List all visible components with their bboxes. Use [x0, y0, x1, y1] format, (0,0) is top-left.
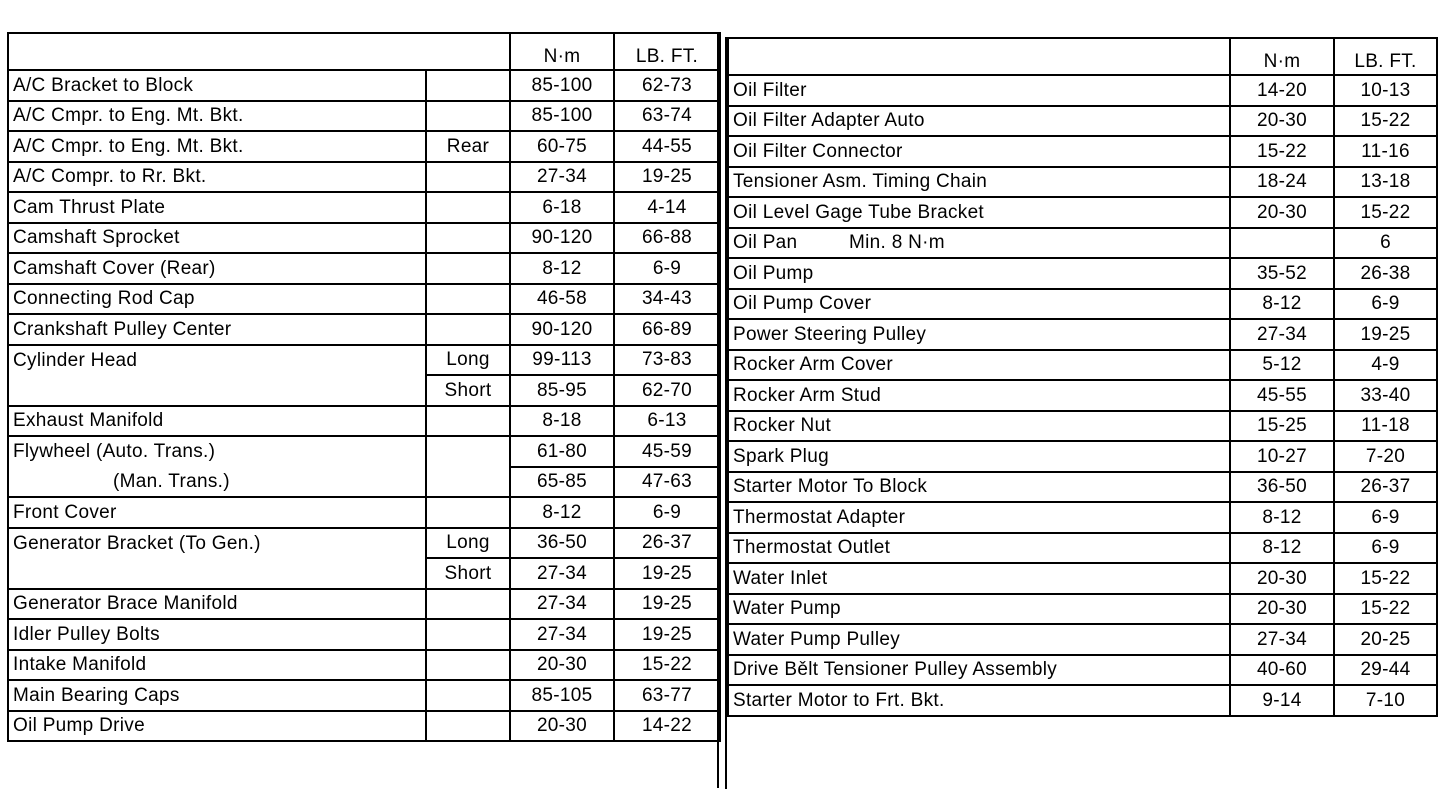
right-torque-table	[727, 37, 1438, 717]
right-table-edge-rule	[725, 37, 727, 789]
left-table-edge-rule	[717, 32, 719, 788]
fastener-label: Power Steering Pulley	[728, 319, 1230, 350]
fastener-label: Oil Level Gage Tube Bracket	[728, 197, 1230, 228]
torque-nm: 20-30	[1230, 106, 1334, 137]
torque-lbft: 73-83	[614, 345, 720, 376]
fastener-note: Min. 8 N·m	[849, 232, 945, 254]
fastener-label: Rocker Nut	[728, 411, 1230, 442]
table-row	[8, 101, 720, 132]
torque-nm: 27-34	[1230, 319, 1334, 350]
torque-nm: 8-18	[510, 406, 614, 437]
fastener-qualifier	[426, 436, 510, 467]
torque-nm: 27-34	[1230, 624, 1334, 655]
torque-lbft: 63-77	[614, 680, 720, 711]
torque-nm: 8-12	[1230, 289, 1334, 320]
torque-nm: 10-27	[1230, 441, 1334, 472]
table-row	[728, 197, 1437, 228]
table-row	[8, 680, 720, 711]
fastener-label: Front Cover	[8, 497, 426, 528]
table-row	[728, 289, 1437, 320]
torque-nm: 18-24	[1230, 167, 1334, 198]
torque-nm: 99-113	[510, 345, 614, 376]
left-header-row	[8, 33, 720, 70]
fastener-label: Drive Bělt Tensioner Pulley Assembly	[728, 655, 1230, 686]
torque-nm: 15-25	[1230, 411, 1334, 442]
fastener-label: Oil Filter Adapter Auto	[728, 106, 1230, 137]
torque-nm: 35-52	[1230, 258, 1334, 289]
fastener-label: Water Pump	[728, 594, 1230, 625]
torque-nm: 85-100	[510, 101, 614, 132]
fastener-label: Rocker Arm Cover	[728, 350, 1230, 381]
table-row	[8, 619, 720, 650]
fastener-qualifier	[426, 253, 510, 284]
torque-lbft: 34-43	[614, 284, 720, 315]
fastener-label: Exhaust Manifold	[8, 406, 426, 437]
fastener-qualifier	[426, 162, 510, 193]
table-row	[8, 406, 720, 437]
fastener-label: Idler Pulley Bolts	[8, 619, 426, 650]
torque-nm: 9-14	[1230, 685, 1334, 716]
torque-lbft: 4-14	[614, 192, 720, 223]
fastener-qualifier	[426, 589, 510, 620]
table-row	[728, 624, 1437, 655]
torque-lbft: 66-89	[614, 314, 720, 345]
torque-nm: 27-34	[510, 558, 614, 589]
torque-nm: 15-22	[1230, 136, 1334, 167]
torque-lbft: 11-18	[1334, 411, 1437, 442]
table-row	[8, 467, 720, 498]
fastener-label-with-note	[728, 228, 1230, 259]
torque-nm: 85-100	[510, 70, 614, 101]
torque-lbft: 14-22	[614, 711, 720, 742]
fastener-qualifier	[426, 619, 510, 650]
fastener-label: Connecting Rod Cap	[8, 284, 426, 315]
torque-nm: 85-105	[510, 680, 614, 711]
torque-lbft: 15-22	[614, 650, 720, 681]
torque-lbft: 6-9	[614, 497, 720, 528]
fastener-label: Oil Pump	[728, 258, 1230, 289]
torque-lbft: 6-9	[1334, 289, 1437, 320]
table-row	[728, 472, 1437, 503]
table-row	[728, 502, 1437, 533]
torque-nm: 8-12	[1230, 533, 1334, 564]
torque-lbft: 6-9	[1334, 533, 1437, 564]
fastener-label: Oil Filter Connector	[728, 136, 1230, 167]
table-row	[8, 70, 720, 101]
torque-nm: 36-50	[510, 528, 614, 559]
torque-lbft: 26-37	[614, 528, 720, 559]
torque-lbft: 62-70	[614, 375, 720, 406]
torque-nm: 46-58	[510, 284, 614, 315]
left-torque-table	[7, 32, 721, 742]
torque-nm: 85-95	[510, 375, 614, 406]
fastener-label: Generator Brace Manifold	[8, 589, 426, 620]
fastener-label: Oil Pump Cover	[728, 289, 1230, 320]
table-row	[728, 350, 1437, 381]
torque-lbft: 19-25	[1334, 319, 1437, 350]
table-row	[8, 131, 720, 162]
table-row	[728, 319, 1437, 350]
table-row	[728, 685, 1437, 716]
fastener-qualifier	[426, 711, 510, 742]
fastener-qualifier	[426, 314, 510, 345]
fastener-qualifier: Long	[426, 528, 510, 559]
torque-lbft: 6-9	[614, 253, 720, 284]
table-row	[8, 528, 720, 559]
torque-nm	[1230, 228, 1334, 259]
fastener-qualifier: Long	[426, 345, 510, 376]
fastener-label: Starter Motor To Block	[728, 472, 1230, 503]
torque-nm: 8-12	[1230, 502, 1334, 533]
torque-lbft: 66-88	[614, 223, 720, 254]
torque-nm: 6-18	[510, 192, 614, 223]
fastener-qualifier	[426, 192, 510, 223]
torque-nm: 8-12	[510, 497, 614, 528]
fastener-label: Cam Thrust Plate	[8, 192, 426, 223]
table-row	[728, 258, 1437, 289]
fastener-label: Thermostat Adapter	[728, 502, 1230, 533]
table-row	[8, 436, 720, 467]
table-row	[8, 589, 720, 620]
table-row	[8, 253, 720, 284]
right-header-blank	[728, 38, 1230, 75]
torque-nm: 5-12	[1230, 350, 1334, 381]
fastener-qualifier: Short	[426, 558, 510, 589]
torque-lbft: 19-25	[614, 619, 720, 650]
table-row	[728, 106, 1437, 137]
table-row	[8, 497, 720, 528]
fastener-qualifier	[426, 101, 510, 132]
table-row	[8, 345, 720, 376]
fastener-label: A/C Compr. to Rr. Bkt.	[8, 162, 426, 193]
torque-lbft: 45-59	[614, 436, 720, 467]
torque-lbft: 7-10	[1334, 685, 1437, 716]
fastener-qualifier	[426, 680, 510, 711]
torque-lbft: 19-25	[614, 162, 720, 193]
torque-nm: 20-30	[1230, 197, 1334, 228]
fastener-sublabel: (Man. Trans.)	[113, 470, 230, 492]
table-row	[728, 411, 1437, 442]
torque-lbft: 19-25	[614, 589, 720, 620]
fastener-label: Spark Plug	[728, 441, 1230, 472]
fastener-label: Rocker Arm Stud	[728, 380, 1230, 411]
torque-nm: 45-55	[1230, 380, 1334, 411]
fastener-qualifier: Rear	[426, 131, 510, 162]
fastener-qualifier	[426, 406, 510, 437]
left-header-blank	[8, 33, 510, 70]
torque-lbft: 15-22	[1334, 563, 1437, 594]
fastener-label: Oil Pump Drive	[8, 711, 426, 742]
table-row	[728, 563, 1437, 594]
fastener-label: A/C Bracket to Block	[8, 70, 426, 101]
torque-nm: 8-12	[510, 253, 614, 284]
left-header-nm: N·m	[510, 33, 614, 70]
torque-nm: 90-120	[510, 223, 614, 254]
fastener-label: Camshaft Cover (Rear)	[8, 253, 426, 284]
torque-lbft: 15-22	[1334, 106, 1437, 137]
table-row	[8, 284, 720, 315]
torque-lbft: 4-9	[1334, 350, 1437, 381]
fastener-qualifier	[426, 497, 510, 528]
fastener-label: Water Pump Pulley	[728, 624, 1230, 655]
fastener-label: A/C Cmpr. to Eng. Mt. Bkt.	[8, 101, 426, 132]
torque-nm: 27-34	[510, 162, 614, 193]
fastener-label: Cylinder Head	[8, 345, 426, 406]
torque-nm: 60-75	[510, 131, 614, 162]
torque-lbft: 6	[1334, 228, 1437, 259]
torque-lbft: 6-9	[1334, 502, 1437, 533]
torque-nm: 20-30	[510, 711, 614, 742]
torque-lbft: 15-22	[1334, 197, 1437, 228]
fastener-qualifier	[426, 467, 510, 498]
torque-lbft: 13-18	[1334, 167, 1437, 198]
table-row	[8, 650, 720, 681]
torque-lbft: 44-55	[614, 131, 720, 162]
torque-lbft: 19-25	[614, 558, 720, 589]
torque-lbft: 15-22	[1334, 594, 1437, 625]
table-row	[728, 533, 1437, 564]
fastener-label-indented	[8, 467, 426, 498]
table-row	[8, 192, 720, 223]
torque-lbft: 33-40	[1334, 380, 1437, 411]
fastener-label: Camshaft Sprocket	[8, 223, 426, 254]
torque-nm: 90-120	[510, 314, 614, 345]
torque-lbft: 11-16	[1334, 136, 1437, 167]
table-row	[728, 655, 1437, 686]
torque-lbft: 47-63	[614, 467, 720, 498]
torque-nm: 65-85	[510, 467, 614, 498]
fastener-qualifier: Short	[426, 375, 510, 406]
table-row	[8, 711, 720, 742]
torque-lbft: 7-20	[1334, 441, 1437, 472]
fastener-label: Crankshaft Pulley Center	[8, 314, 426, 345]
fastener-label: Thermostat Outlet	[728, 533, 1230, 564]
fastener-label: Tensioner Asm. Timing Chain	[728, 167, 1230, 198]
table-row	[8, 223, 720, 254]
fastener-qualifier	[426, 70, 510, 101]
table-row	[728, 594, 1437, 625]
torque-lbft: 6-13	[614, 406, 720, 437]
torque-lbft: 26-37	[1334, 472, 1437, 503]
fastener-label: Intake Manifold	[8, 650, 426, 681]
torque-nm: 27-34	[510, 619, 614, 650]
fastener-qualifier	[426, 223, 510, 254]
fastener-label: Oil Pan	[733, 232, 798, 254]
torque-nm: 20-30	[510, 650, 614, 681]
torque-lbft: 10-13	[1334, 75, 1437, 106]
right-header-lbft: LB. FT.	[1334, 38, 1437, 75]
torque-nm: 20-30	[1230, 594, 1334, 625]
right-header-nm: N·m	[1230, 38, 1334, 75]
fastener-label: Flywheel (Auto. Trans.)	[8, 436, 426, 467]
table-row	[728, 441, 1437, 472]
table-row	[728, 75, 1437, 106]
table-row	[728, 167, 1437, 198]
torque-nm: 27-34	[510, 589, 614, 620]
table-row	[8, 162, 720, 193]
torque-lbft: 62-73	[614, 70, 720, 101]
torque-lbft: 20-25	[1334, 624, 1437, 655]
right-header-row	[728, 38, 1437, 75]
fastener-label: Water Inlet	[728, 563, 1230, 594]
fastener-label: Generator Bracket (To Gen.)	[8, 528, 426, 589]
torque-nm: 20-30	[1230, 563, 1334, 594]
fastener-label: Starter Motor to Frt. Bkt.	[728, 685, 1230, 716]
fastener-qualifier	[426, 284, 510, 315]
fastener-label: Oil Filter	[728, 75, 1230, 106]
torque-lbft: 26-38	[1334, 258, 1437, 289]
table-row	[728, 380, 1437, 411]
table-row	[728, 228, 1437, 259]
torque-nm: 36-50	[1230, 472, 1334, 503]
table-row	[8, 314, 720, 345]
fastener-label: Main Bearing Caps	[8, 680, 426, 711]
fastener-qualifier	[426, 650, 510, 681]
torque-nm: 61-80	[510, 436, 614, 467]
torque-nm: 14-20	[1230, 75, 1334, 106]
fastener-label: A/C Cmpr. to Eng. Mt. Bkt.	[8, 131, 426, 162]
torque-nm: 40-60	[1230, 655, 1334, 686]
left-header-lbft: LB. FT.	[614, 33, 720, 70]
table-row	[728, 136, 1437, 167]
torque-lbft: 29-44	[1334, 655, 1437, 686]
torque-lbft: 63-74	[614, 101, 720, 132]
